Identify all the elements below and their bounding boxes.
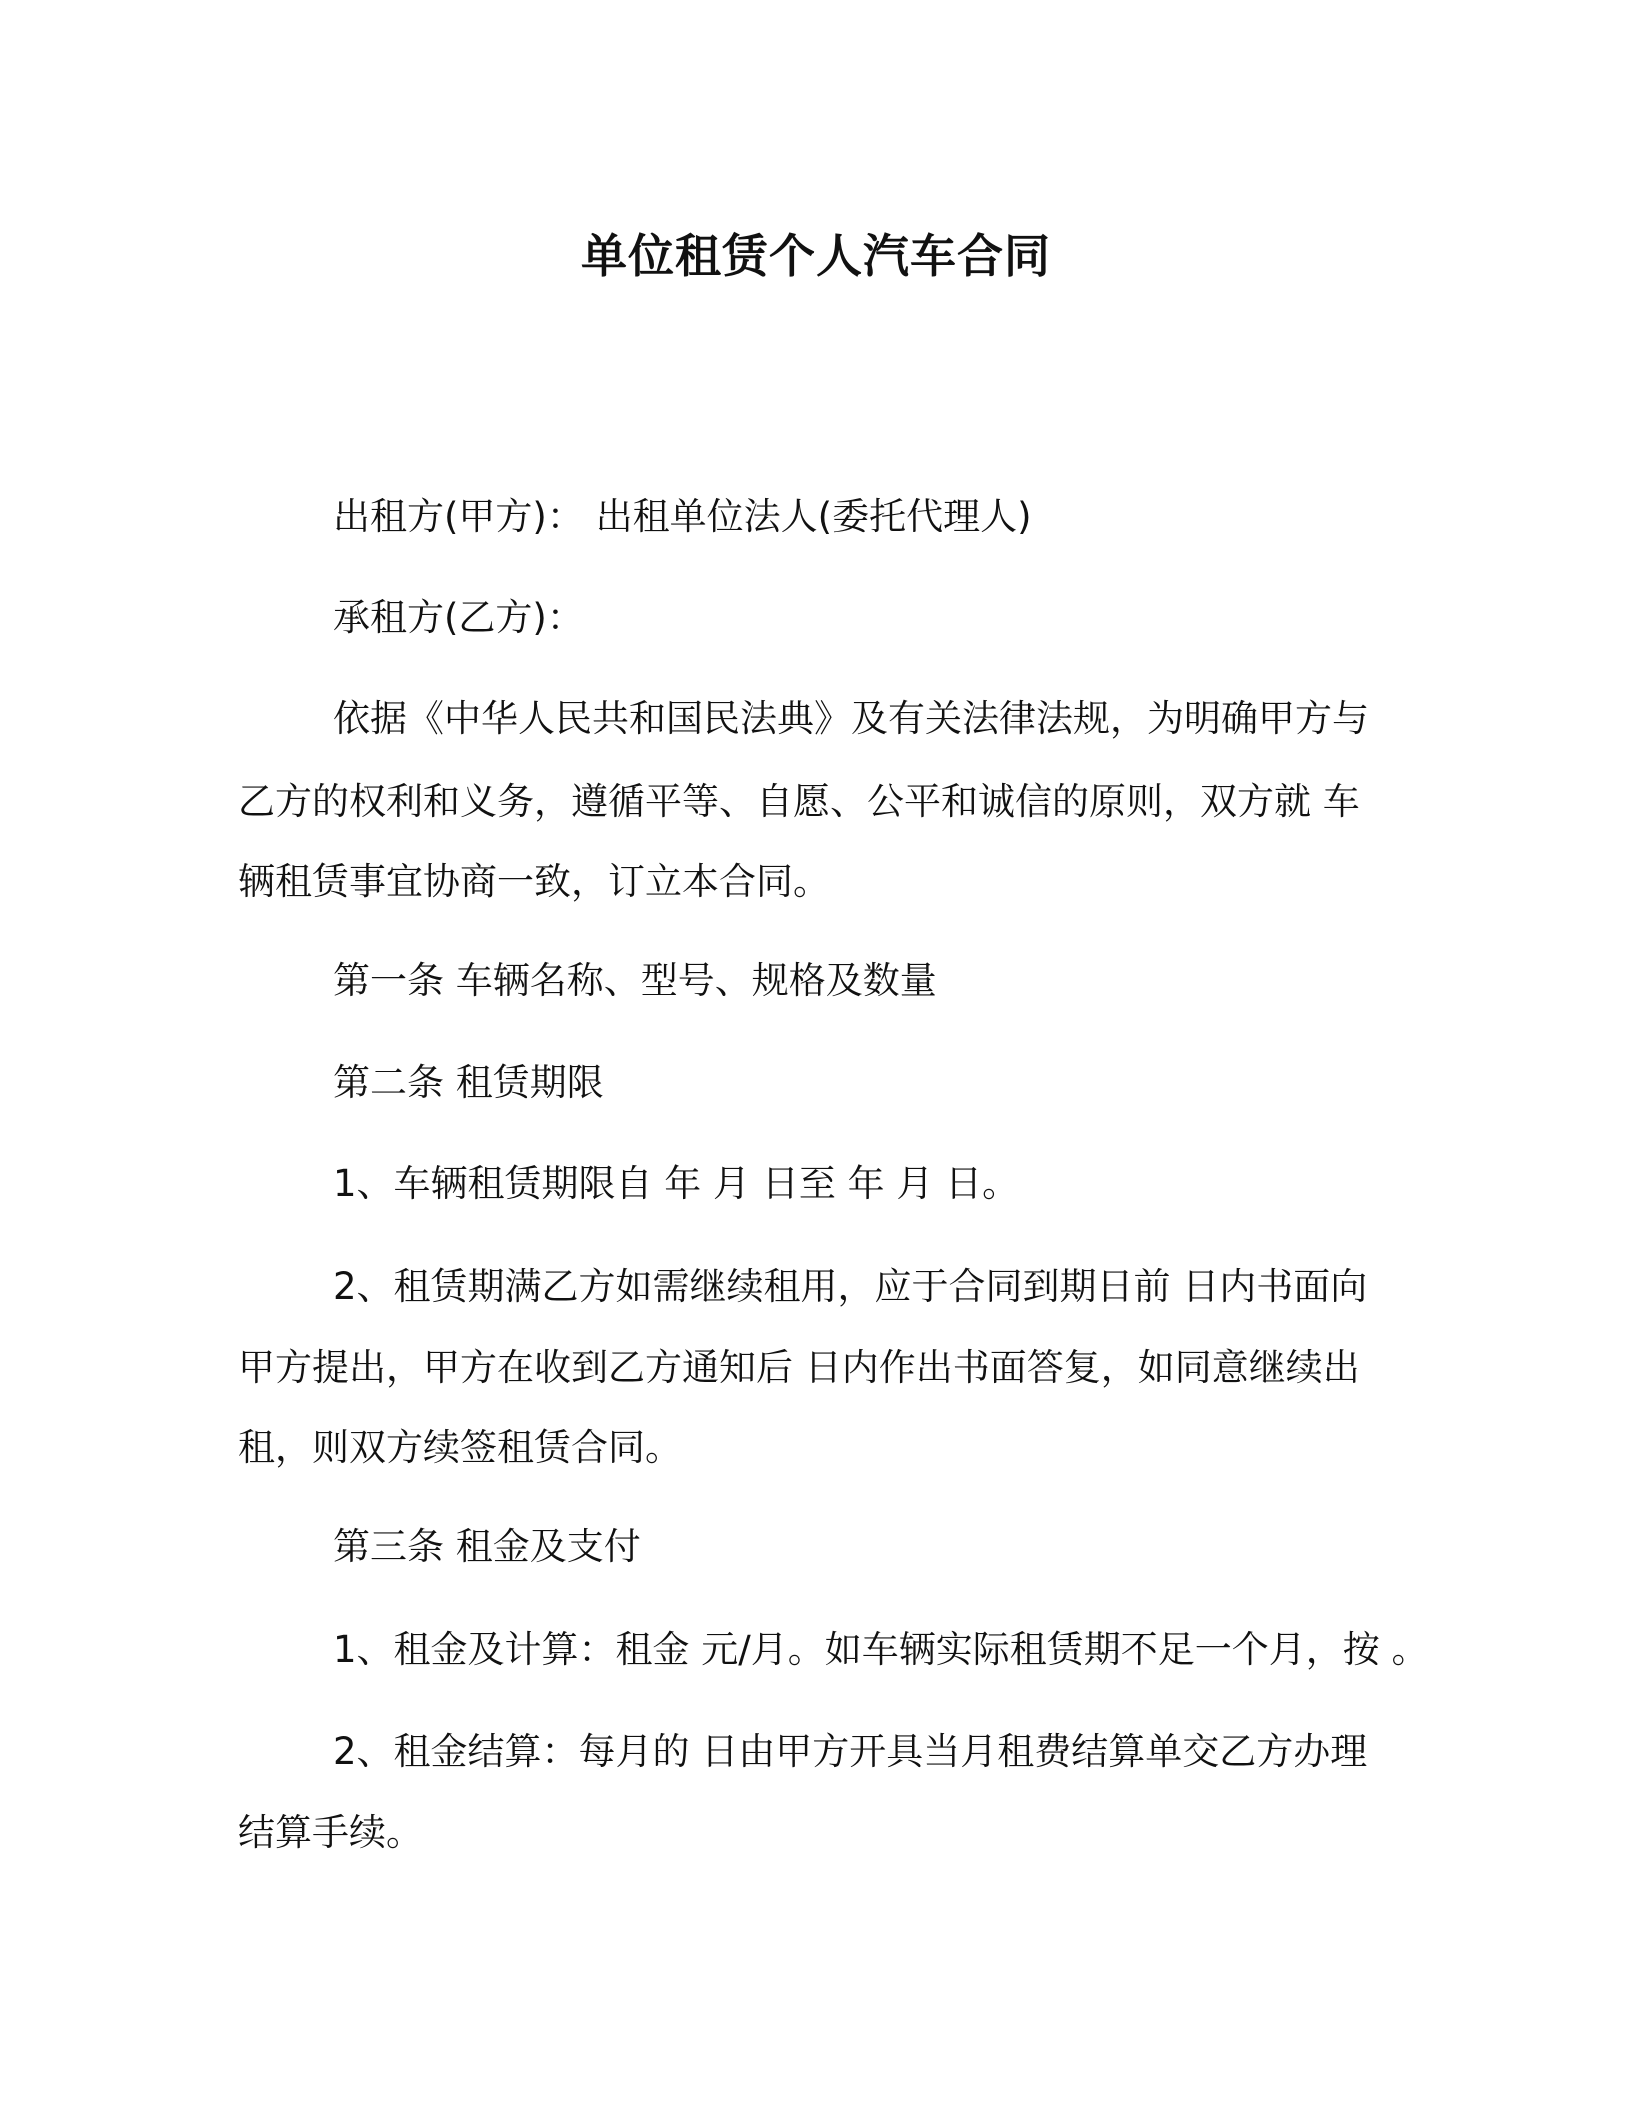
preamble-line-3: 辆租赁事宜协商一致，订立本合同。: [238, 860, 830, 903]
article-1-heading: 第一条 车辆名称、型号、规格及数量: [333, 959, 937, 1002]
article-3-item-2-l2: 结算手续。: [238, 1811, 423, 1854]
article-2-item-2-l1: 2、租赁期满乙方如需继续租用，应于合同到期日前 日内书面向: [333, 1265, 1368, 1308]
lessee-line: 承租方(乙方)：: [333, 596, 584, 639]
preamble-line-1: 依据《中华人民共和国民法典》及有关法律法规，为明确甲方与: [333, 697, 1369, 740]
article-2-item-2-l2: 甲方提出，甲方在收到乙方通知后 日内作出书面答复，如同意继续出: [238, 1346, 1360, 1389]
article-3-item-1: 1、租金及计算：租金 元/月。如车辆实际租赁期不足一个月，按 。: [333, 1628, 1429, 1671]
article-3-heading: 第三条 租金及支付: [333, 1525, 641, 1568]
lessor-line: 出租方(甲方)： 出租单位法人(委托代理人): [333, 495, 1032, 538]
article-3-item-2-l1: 2、租金结算：每月的 日由甲方开具当月租费结算单交乙方办理: [333, 1730, 1368, 1773]
document-title: 单位租赁个人汽车合同: [581, 229, 1051, 283]
article-2-heading: 第二条 租赁期限: [333, 1061, 604, 1104]
article-2-item-1: 1、车辆租赁期限自 年 月 日至 年 月 日。: [333, 1162, 1020, 1205]
article-2-item-2-l3: 租，则双方续签租赁合同。: [238, 1426, 682, 1469]
preamble-line-2: 乙方的权利和义务，遵循平等、自愿、公平和诚信的原则，双方就 车: [238, 780, 1360, 823]
